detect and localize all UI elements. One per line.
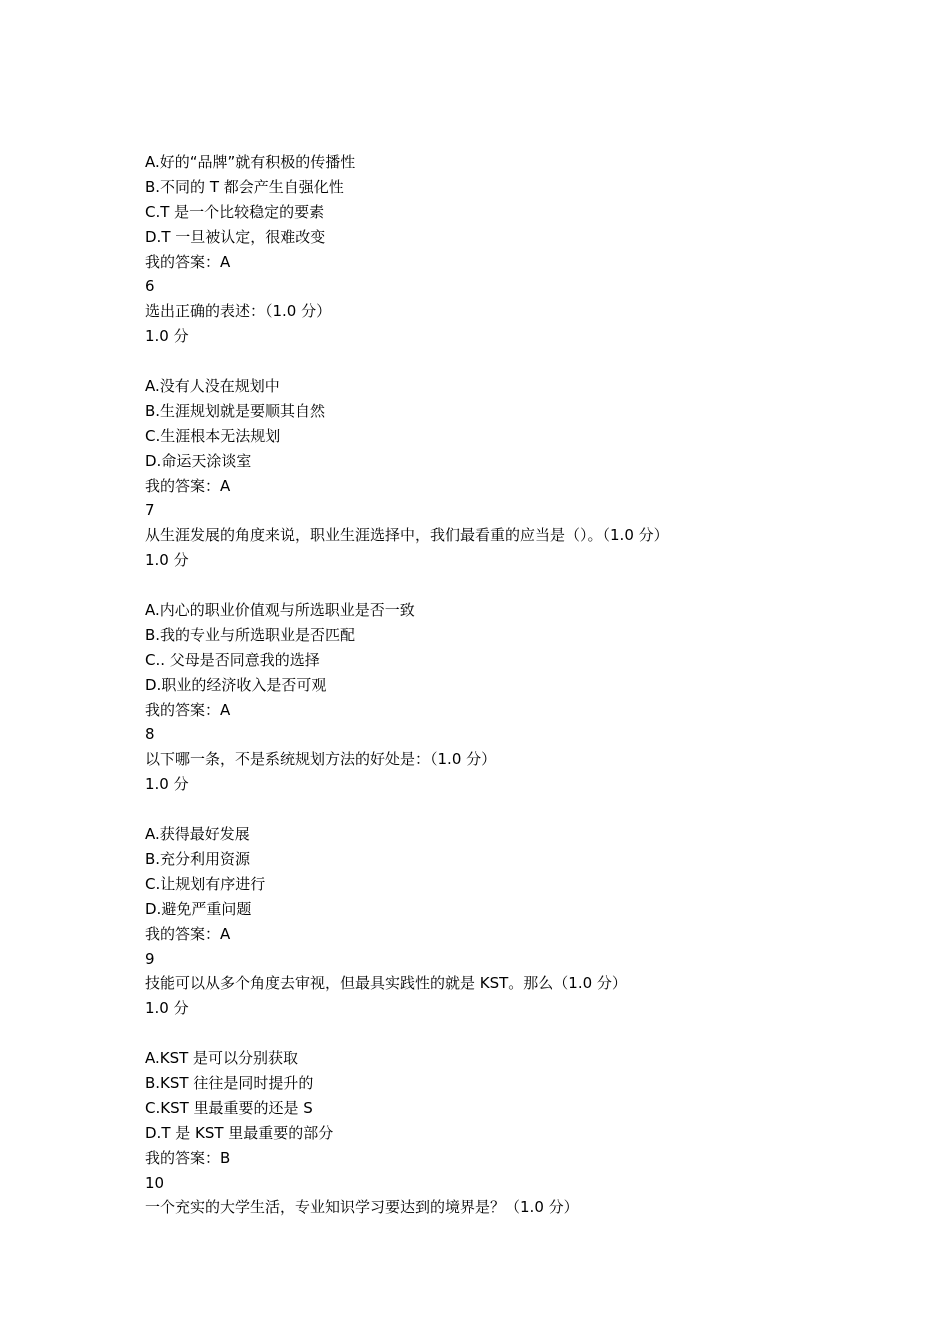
question-number: 9	[145, 949, 155, 968]
my-answer: 我的答案：A	[145, 700, 231, 719]
option-b: B.不同的 T 都会产生自强化性	[145, 177, 344, 196]
question-text: 从生涯发展的角度来说，职业生涯选择中，我们最看重的应当是（）。（1.0 分）	[145, 526, 669, 545]
blank-line	[145, 573, 905, 598]
blank-line	[145, 797, 905, 822]
my-answer: 我的答案：A	[145, 476, 231, 495]
option-c: C.. 父母是否同意我的选择	[145, 650, 320, 669]
question-number: 6	[145, 277, 155, 296]
question-score: 1.0 分	[145, 775, 189, 794]
option-c: C.让规划有序进行	[145, 874, 266, 893]
blank-line	[145, 349, 905, 374]
option-c: C.T 是一个比较稳定的要素	[145, 202, 325, 221]
option-d: D.命运天涂谈室	[145, 451, 252, 470]
option-a: A.获得最好发展	[145, 825, 250, 844]
option-d: D.职业的经济收入是否可观	[145, 675, 327, 694]
question-text: 选出正确的表述：（1.0 分）	[145, 302, 332, 321]
question-score: 1.0 分	[145, 327, 189, 346]
option-a: A.好的“品牌”就有积极的传播性	[145, 153, 356, 171]
question-number: 7	[145, 501, 155, 520]
blank-line	[145, 1021, 905, 1046]
option-d: D.T 是 KST 里最重要的部分	[145, 1123, 334, 1142]
question-text: 技能可以从多个角度去审视，但最具实践性的就是 KST。那么（1.0 分）	[145, 974, 627, 993]
option-b: B.我的专业与所选职业是否匹配	[145, 625, 356, 644]
option-d: D.T 一旦被认定，很难改变	[145, 227, 326, 246]
option-a: A.没有人没在规划中	[145, 377, 280, 396]
my-answer: 我的答案：A	[145, 924, 231, 943]
my-answer: 我的答案：A	[145, 252, 231, 271]
option-c: C.生涯根本无法规划	[145, 426, 281, 445]
question-number: 10	[145, 1173, 165, 1192]
question-score: 1.0 分	[145, 551, 189, 570]
my-answer: 我的答案：B	[145, 1148, 231, 1167]
option-a: A.KST 是可以分别获取	[145, 1049, 299, 1068]
option-a: A.内心的职业价值观与所选职业是否一致	[145, 601, 415, 620]
question-number: 8	[145, 725, 155, 744]
option-b: B.KST 往往是同时提升的	[145, 1073, 314, 1092]
option-b: B.充分利用资源	[145, 849, 251, 868]
question-text: 以下哪一条，不是系统规划方法的好处是：（1.0 分）	[145, 750, 497, 769]
document-page	[145, 150, 905, 1220]
question-text: 一个充实的大学生活，专业知识学习要达到的境界是？（1.0 分）	[145, 1198, 579, 1217]
option-d: D.避免严重问题	[145, 899, 252, 918]
question-score: 1.0 分	[145, 999, 189, 1018]
option-c: C.KST 里最重要的还是 S	[145, 1098, 313, 1117]
option-b: B.生涯规划就是要顺其自然	[145, 401, 326, 420]
